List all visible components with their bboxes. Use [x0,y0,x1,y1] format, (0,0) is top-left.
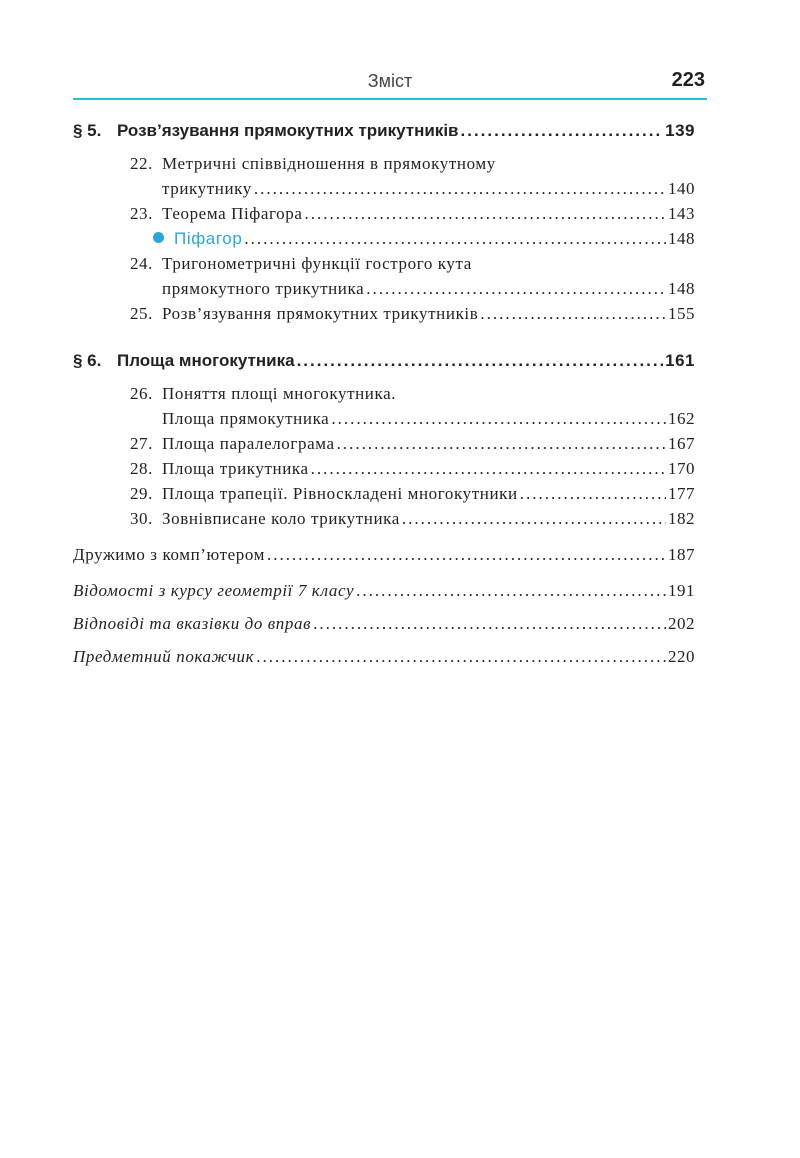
toc-item-30[interactable] [73,506,695,531]
dot-leader [356,578,666,603]
page-ref: 167 [668,434,695,453]
toc-item-24-line1[interactable] [73,251,695,276]
toc-item-24-line2[interactable] [73,276,695,301]
section-title: Площа многокутника [117,351,295,370]
dot-leader [267,542,666,567]
page-ref: 143 [668,204,695,223]
page-ref: 220 [668,647,695,666]
toc-item-26-line2[interactable] [73,406,695,431]
bullet-dot-icon [153,232,164,243]
item-title: Площа трикутника [162,459,309,478]
item-title-cont: трикутнику [162,179,252,198]
item-title: Поняття площі многокутника. [162,384,397,403]
item-title: Відомості з курсу геометрії 7 класу [73,581,355,600]
toc-item-grade7-review[interactable] [73,578,695,603]
item-title: Тригонометричні функції гострого кута [162,254,472,273]
item-number: 30. [129,509,153,528]
page-number: 223 [671,69,705,91]
item-title: Теорема Піфагора [162,204,303,223]
toc-section-5[interactable] [73,118,695,143]
item-number: 28. [129,459,153,478]
page-ref: 161 [665,351,695,370]
toc-item-26-line1[interactable] [73,381,695,406]
dot-leader [331,406,666,431]
toc-item-answers[interactable] [73,611,695,636]
page-ref: 148 [668,279,695,298]
table-of-contents [73,118,695,669]
dot-leader [337,431,666,456]
dot-leader [305,201,666,226]
page-ref: 139 [665,121,695,140]
page-ref: 187 [668,545,695,564]
page-header [73,70,707,100]
page-ref: 170 [668,459,695,478]
item-title: Метричні співвідношення в прямокутному [162,154,496,173]
toc-item-23[interactable] [73,201,695,226]
item-number: 24. [129,254,153,273]
toc-item-29[interactable] [73,481,695,506]
item-title: Площа трапеції. Рівноскладені многокутники [162,484,518,503]
dot-leader [461,118,664,143]
dot-leader [480,301,666,326]
item-number: 23. [129,204,153,223]
toc-item-27[interactable] [73,431,695,456]
toc-item-pythagoras-bio[interactable] [73,226,695,251]
dot-leader [520,481,666,506]
item-title: Предметний покажчик [73,647,255,666]
item-title-cont: прямокутного трикутника [162,279,365,298]
page-ref: 148 [668,229,695,248]
page-ref: 177 [668,484,695,503]
item-number: 27. [129,434,153,453]
page-ref: 140 [668,179,695,198]
dot-leader [244,226,666,251]
item-title: Площа паралелограма [162,434,335,453]
item-title: Дружимо з комп’ютером [73,545,266,564]
dot-leader [366,276,666,301]
toc-section-6[interactable] [73,348,695,373]
dot-leader [311,456,666,481]
section-title: Розв’язування прямокутних трикутників [117,121,459,140]
dot-leader [313,611,666,636]
item-title: Піфагор [174,229,243,248]
toc-item-22-line1[interactable] [73,151,695,176]
page-ref: 162 [668,409,695,428]
page-ref: 155 [668,304,695,323]
item-number: 25. [129,304,153,323]
item-title-cont: Площа прямокутника [162,409,330,428]
item-title: Зовнівписане коло трикутника [162,509,400,528]
dot-leader [256,644,666,669]
page-ref: 182 [668,509,695,528]
item-number: 29. [129,484,153,503]
section-number: § 6. [73,351,102,370]
dot-leader [402,506,666,531]
running-title: Зміст [367,71,413,91]
dot-leader [254,176,666,201]
page-ref: 202 [668,614,695,633]
toc-item-22-line2[interactable] [73,176,695,201]
toc-item-index[interactable] [73,644,695,669]
toc-item-computer[interactable] [73,542,695,567]
item-title: Відповіді та вказівки до вправ [73,614,312,633]
item-number: 26. [129,384,153,403]
section-number: § 5. [73,121,102,140]
item-number: 22. [129,154,153,173]
toc-item-28[interactable] [73,456,695,481]
dot-leader [297,348,664,373]
item-title: Розв’язування прямокутних трикутників [162,304,479,323]
page-ref: 191 [668,581,695,600]
toc-item-25[interactable] [73,301,695,326]
